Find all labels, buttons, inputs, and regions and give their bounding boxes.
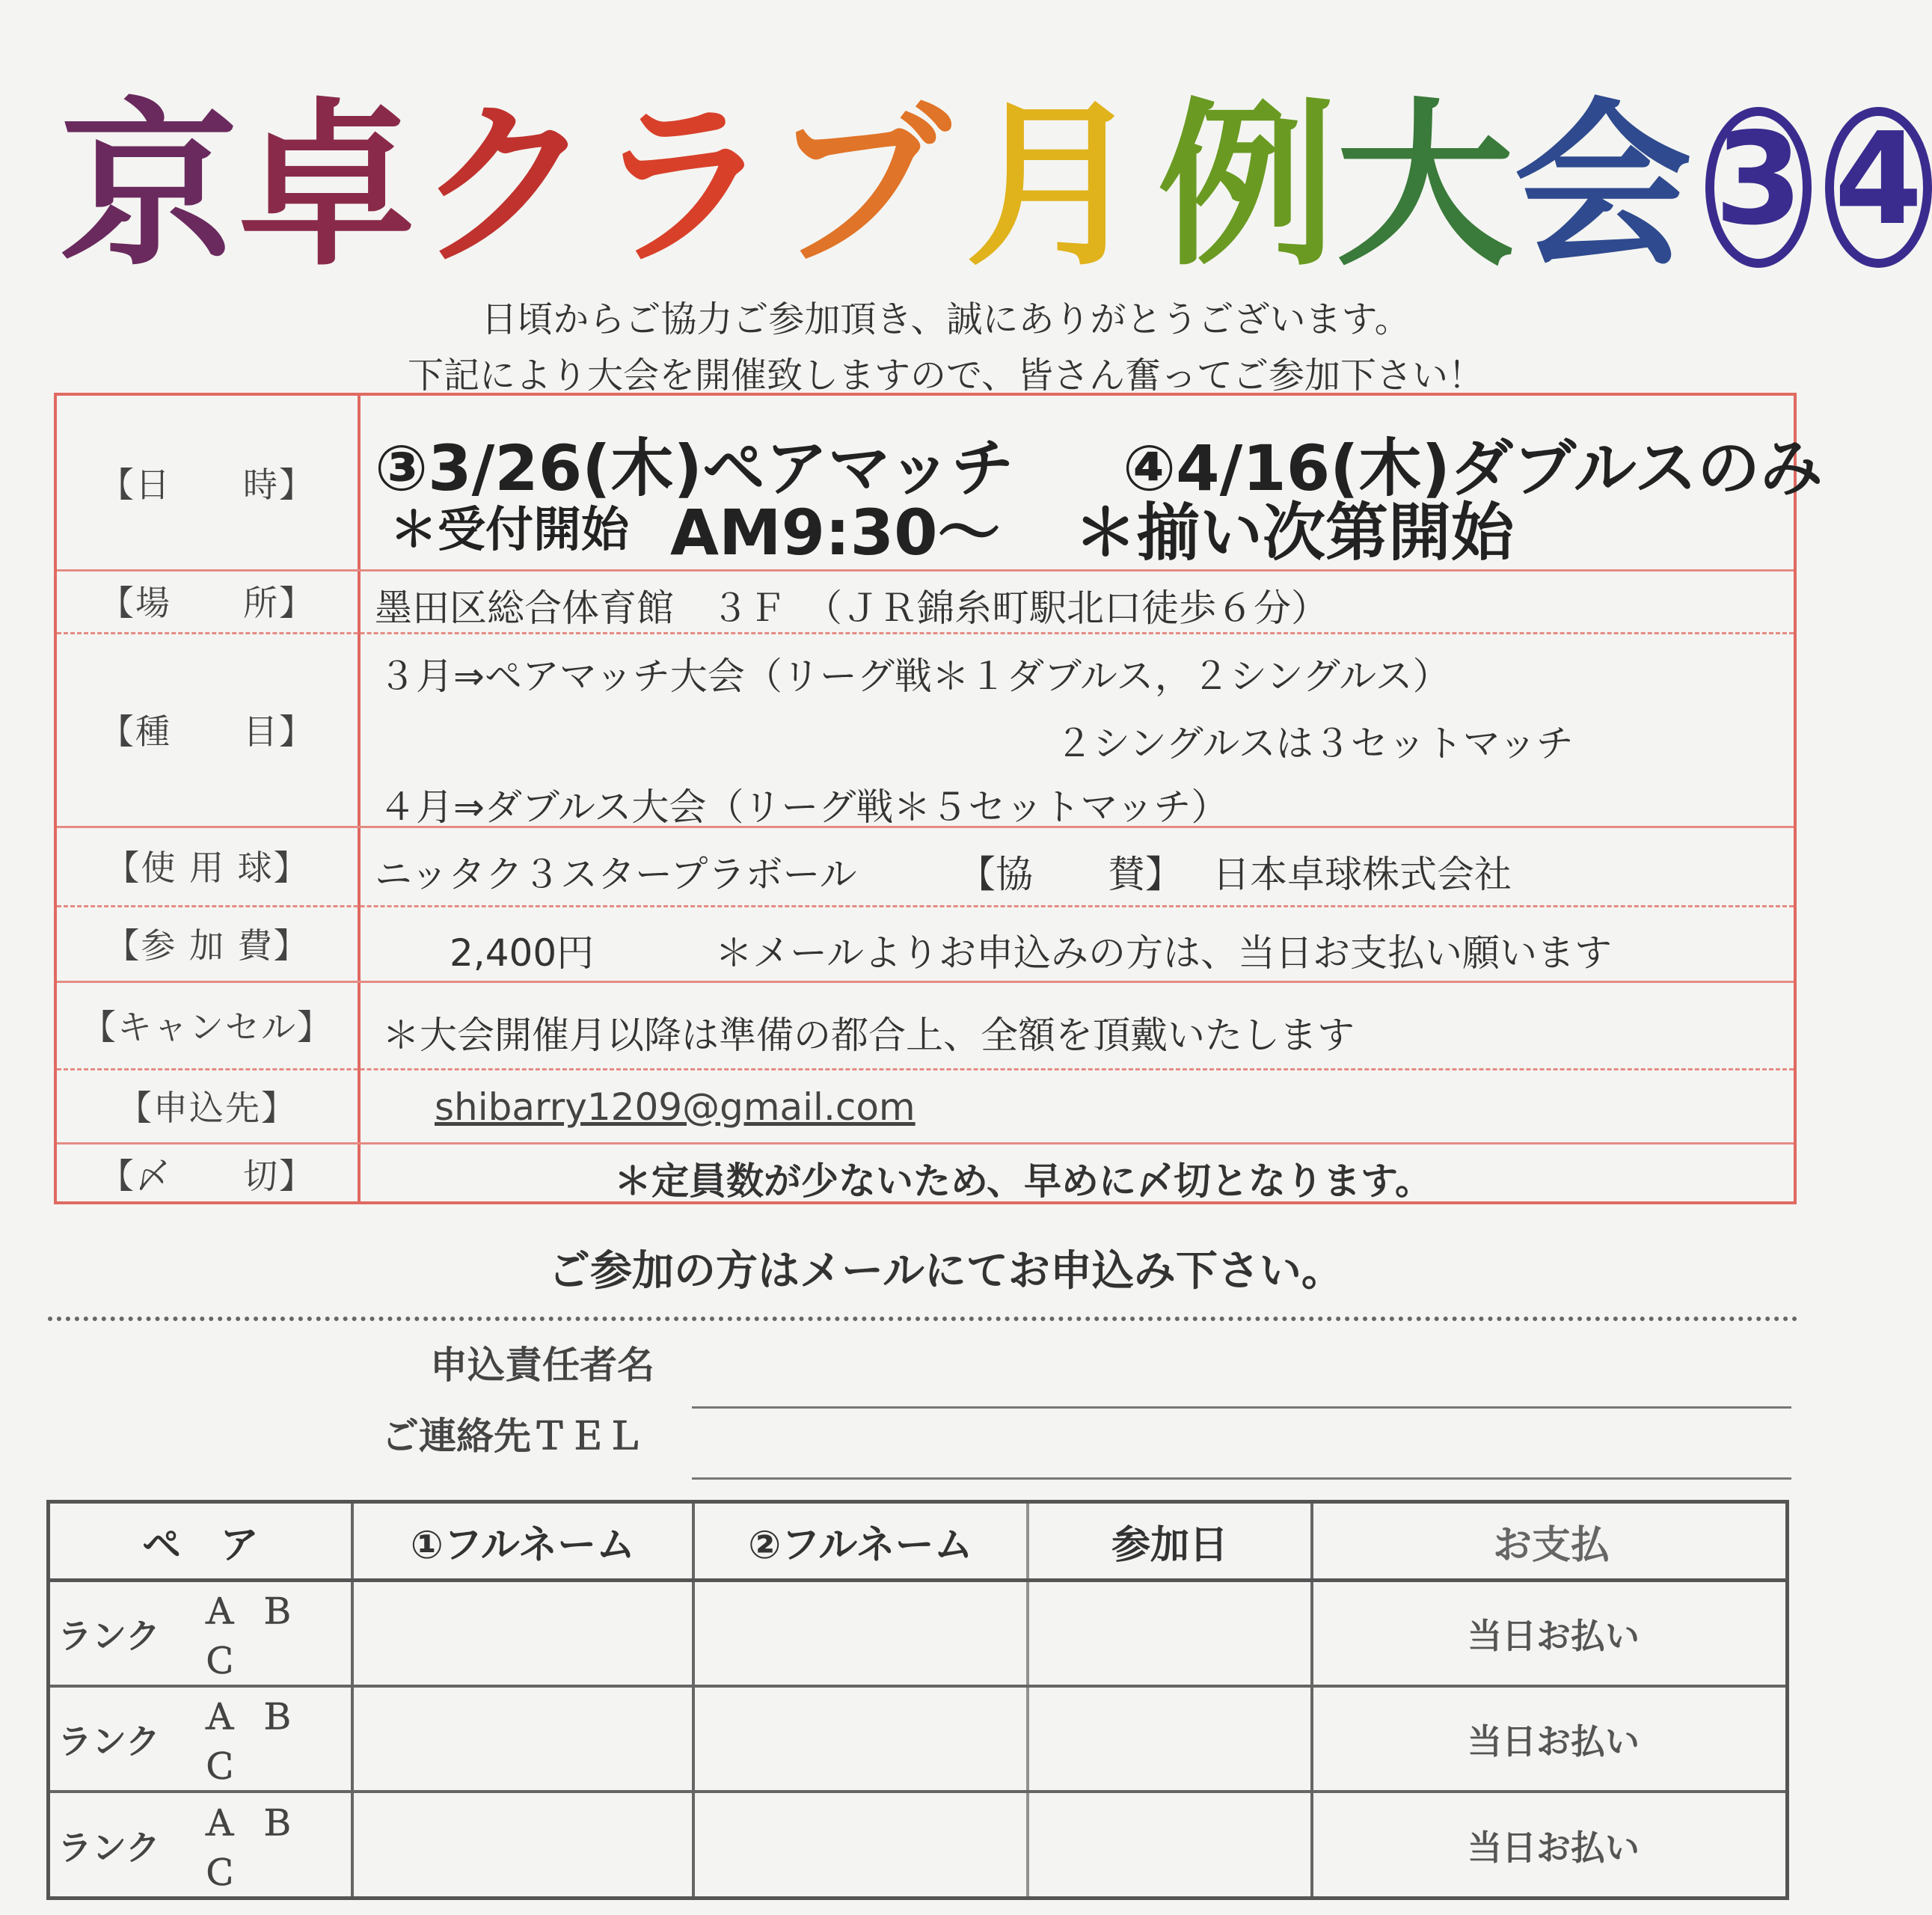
payment-option[interactable]: 当日お払い <box>1468 1615 1640 1656</box>
table-row[interactable] <box>58 1793 357 1898</box>
title-char: 大 <box>1336 83 1514 290</box>
tel-field-line[interactable] <box>692 1477 1791 1480</box>
payment-option[interactable]: 当日お払い <box>1468 1721 1640 1762</box>
rank-options[interactable]: ＡＢＣ <box>202 1590 316 1681</box>
apply-email-link[interactable]: shibarry1209@gmail.com <box>435 1085 916 1129</box>
intro-line-1: 日頃からご協力ご参加頂き、誠にありがとうございます。 <box>481 298 1411 340</box>
events-line-3: ４月⇒ダブルス大会（リーグ戦＊５セットマッチ） <box>378 785 1229 829</box>
title-char: 会 <box>1514 83 1692 290</box>
header-payment: お支払 <box>1492 1522 1610 1568</box>
label-place: 【場 所】 <box>99 583 315 623</box>
label-apply: 【申込先】 <box>117 1087 297 1128</box>
entry-table <box>46 1500 1789 1900</box>
title-char: ラ <box>594 83 772 290</box>
tel-field-label: ご連絡先ＴＥＬ <box>381 1415 643 1458</box>
table-row[interactable] <box>58 1582 357 1685</box>
date-line-1b: ④4/16(木)ダブルスのみ <box>1123 432 1824 505</box>
rank-options[interactable]: ＡＢＣ <box>202 1803 316 1893</box>
cancel-value: ＊大会開催月以降は準備の都合上、全額を頂戴いたします <box>382 1014 1355 1057</box>
start-note: ＊揃い次第開始 <box>1074 496 1515 569</box>
fee-amount: 2,400円 <box>450 931 595 975</box>
info-table <box>54 393 1824 1204</box>
label-events: 【種 目】 <box>99 711 315 752</box>
circled-number-3: 3 <box>1705 107 1812 268</box>
circled-number-4: 4 <box>1825 107 1931 268</box>
ball-value: ニッタク３スタープラボール <box>375 853 857 896</box>
label-date: 【日 時】 <box>99 465 315 505</box>
title-char: 京 <box>60 83 238 290</box>
fee-note: ＊メールよりお申込みの方は、当日お支払い願います <box>715 931 1612 975</box>
name-field-line[interactable] <box>692 1406 1791 1409</box>
header-pair: ペ ア <box>141 1522 259 1568</box>
rank-options[interactable]: ＡＢＣ <box>202 1696 316 1786</box>
label-cancel: 【キャンセル】 <box>82 1006 333 1047</box>
events-line-1: ３月⇒ペアマッチ大会（リーグ戦＊１ダブルス，２シングルス） <box>378 655 1450 698</box>
rank-label: ランク <box>58 1721 161 1762</box>
cut-line <box>48 1317 1798 1321</box>
deadline-value: ＊定員数が少ないため、早めに〆切となります。 <box>614 1159 1432 1203</box>
sponsor-label: 【協 賛】 <box>958 853 1183 896</box>
rank-label: ランク <box>58 1615 161 1656</box>
place-value: 墨田区総合体育館 ３Ｆ （ＪＲ錦糸町駅北口徒歩６分） <box>375 586 1328 630</box>
table-row[interactable] <box>58 1688 357 1790</box>
payment-option[interactable]: 当日お払い <box>1468 1827 1640 1868</box>
title-char: ク <box>416 83 594 290</box>
intro-line-2: 下記により大会を開催致しますので、皆さん奮ってご参加下さい！ <box>407 355 1485 396</box>
reception-time: AM9:30〜 <box>670 496 1001 569</box>
header-fullname-2: ②フルネーム <box>748 1522 973 1568</box>
rank-label: ランク <box>58 1827 161 1868</box>
header-date: 参加日 <box>1111 1522 1228 1568</box>
date-line-1a: ③3/26(木)ペアマッチ <box>375 432 1014 505</box>
apply-by-email-note: ご参加の方はメールにてお申込み下さい。 <box>548 1247 1343 1296</box>
events-line-2: ２シングルスは３セットマッチ <box>1055 722 1574 765</box>
title-char: 月 <box>965 83 1143 290</box>
name-field-label: 申込責任者名 <box>430 1343 654 1387</box>
title-char: ブ <box>772 83 950 290</box>
label-deadline: 【〆 切】 <box>99 1155 315 1196</box>
title-char: 卓 <box>238 83 416 290</box>
sponsor-value: 日本卓球株式会社 <box>1212 853 1512 896</box>
label-fee: 【参 加 費】 <box>105 925 310 966</box>
page-title <box>60 82 1923 292</box>
reception-label: ＊受付開始 <box>390 503 629 558</box>
label-ball: 【使 用 球】 <box>105 848 310 888</box>
header-fullname-1: ①フルネーム <box>410 1522 636 1568</box>
title-char: 例 <box>1158 83 1336 290</box>
